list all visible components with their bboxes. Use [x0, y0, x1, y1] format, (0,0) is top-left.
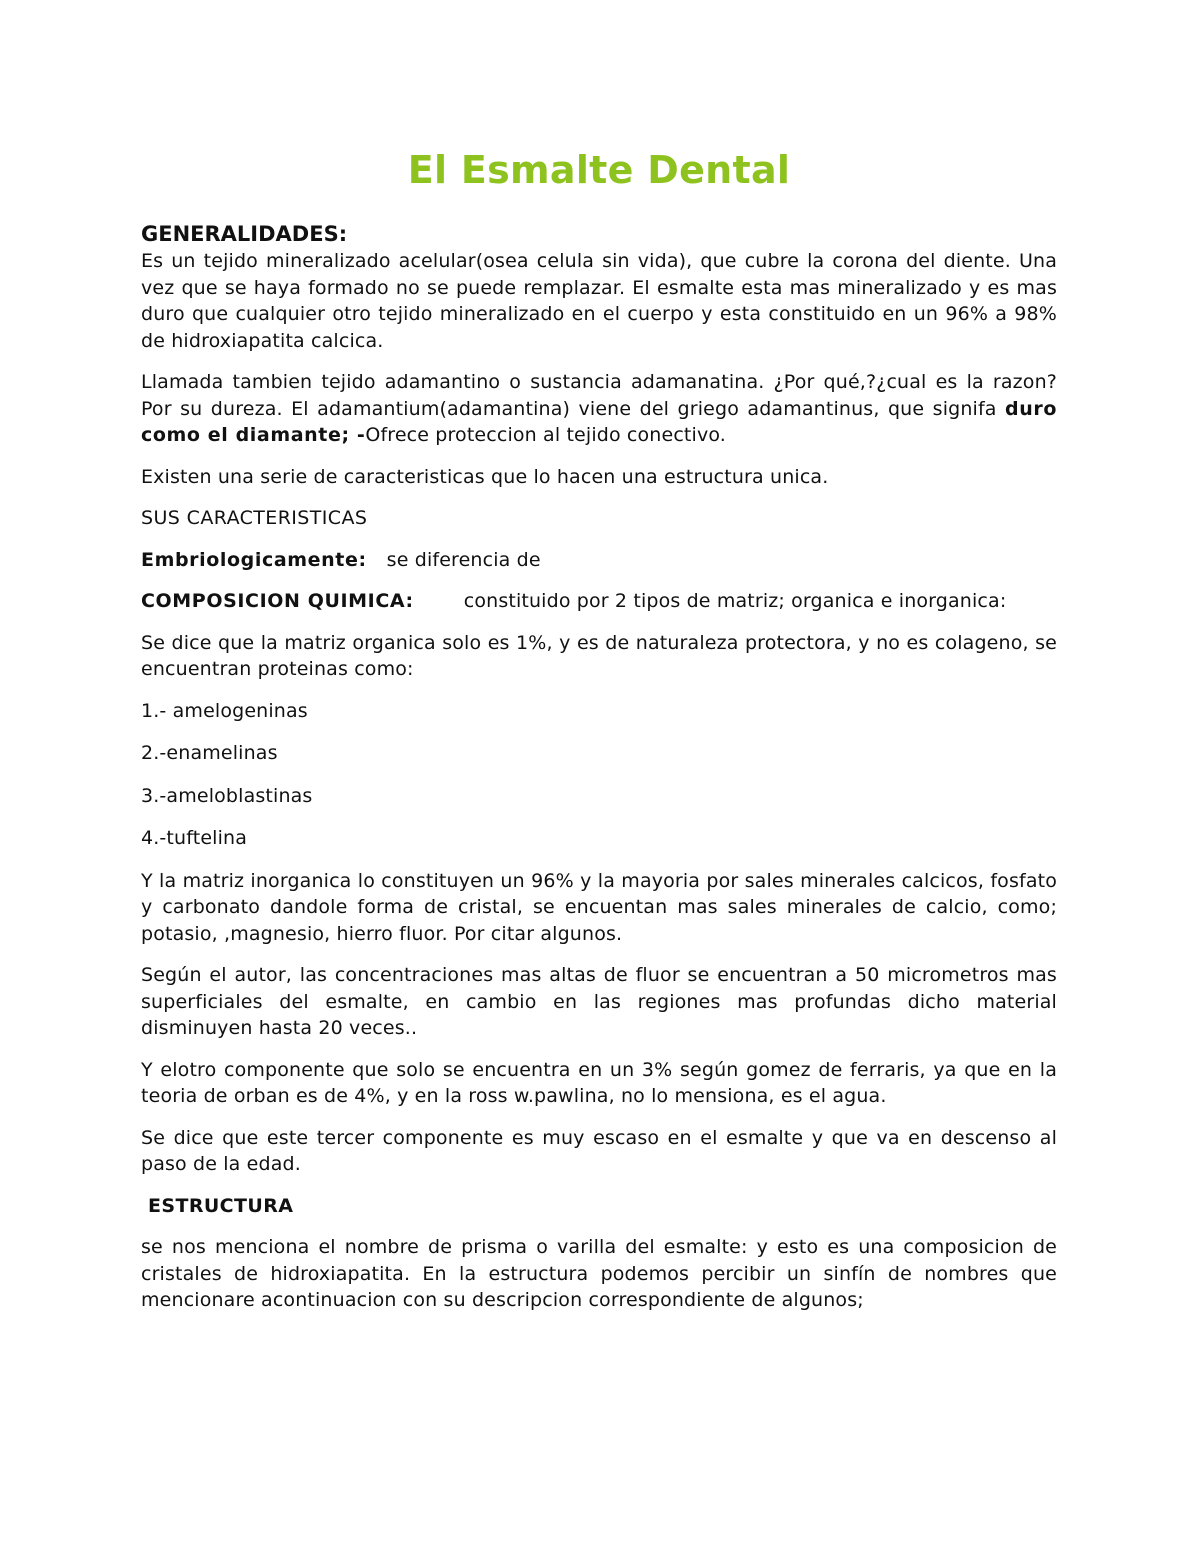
composicion-paragraph: [141, 588, 1057, 615]
agua-paragraph: Y elotro componente que solo se encuentra en un 3% según gomez de ferraris, ya que en la teoria de orban es de 4%, y en la ross w.pawlina, no lo mensiona, es el agua.: [141, 1058, 1057, 1107]
embriologicamente-label: Embriologicamente:: [141, 548, 367, 571]
composicion-label: COMPOSICION QUIMICA:: [141, 590, 414, 612]
adamantino-text-before: Llamada tambien tejido adamantino o sustancia adamanatina. ¿Por qué,?¿cual es la razon? Por su dureza. El adamantium(adamantina) viene del griego adamantinus, que signifa: [141, 371, 1057, 420]
adamantino-paragraph: [141, 369, 1057, 449]
list-item: 3.-ameloblastinas: [141, 784, 313, 807]
list-item: 4.-tuftelina: [141, 827, 248, 849]
document-page: [141, 138, 1057, 1329]
adamantino-text-after: Ofrece proteccion al tejido conectivo.: [365, 424, 726, 446]
serie-paragraph: Existen una serie de caracteristicas que lo hacen una estructura unica.: [141, 465, 829, 488]
fluor-paragraph: Según el autor, las concentraciones mas altas de fluor se encuentran a 50 micrometros mas superficiales del esmalte, en cambio en las regiones mas profundas dicho material disminuyen hasta 20 veces..: [141, 964, 1057, 1039]
tercer-componente-paragraph: Se dice que este tercer componente es muy escaso en el esmalte y que va en descenso al paso de la edad.: [141, 1126, 1057, 1175]
caracteristicas-heading: SUS CARACTERISTICAS: [141, 507, 368, 529]
embriologicamente-text: se diferencia de: [386, 548, 541, 571]
document-title: El Esmalte Dental: [407, 148, 791, 192]
estructura-heading: ESTRUCTURA: [148, 1194, 294, 1217]
generalidades-paragraph: Es un tejido mineralizado acelular(osea celula sin vida), que cubre la corona del diente. Una vez que se haya formado no se puede remplazar. El esmalte esta mas mineralizado y es mas duro que cualquier otro tejido mineralizado en el cuerpo y esta constituido en un 96% a 98% de hidroxiapatita calcica.: [141, 250, 1057, 352]
adamantino-bold-text: duro como el diamante; -: [141, 397, 1057, 446]
generalidades-heading: GENERALIDADES:: [141, 222, 348, 246]
matriz-organica-paragraph: Se dice que la matriz organica solo es 1%, y es de naturaleza protectora, y no es colageno, se encuentran proteinas como:: [141, 631, 1057, 680]
list-item: 2.-enamelinas: [141, 742, 278, 764]
estructura-paragraph: se nos menciona el nombre de prisma o varilla del esmalte: y esto es una composicion de cristales de hidroxiapatita. En la estructura podemos percibir un sinfín de nombres que mencionare acontinuacion con su descripcion correspondiente de algunos;: [141, 1236, 1057, 1311]
list-item: 1.- amelogeninas: [141, 699, 308, 722]
embriologicamente-paragraph: [141, 547, 1057, 574]
matriz-inorganica-paragraph: Y la matriz inorganica lo constituyen un 96% y la mayoria por sales minerales calcicos, fosfato y carbonato dandole forma de cristal, se encuentan mas sales minerales de calcio, como; potasio, ,magnesio, hierro fluor. Por citar algunos.: [141, 869, 1057, 945]
composicion-text: constituido por 2 tipos de matriz; organica e inorganica:: [463, 590, 1007, 612]
